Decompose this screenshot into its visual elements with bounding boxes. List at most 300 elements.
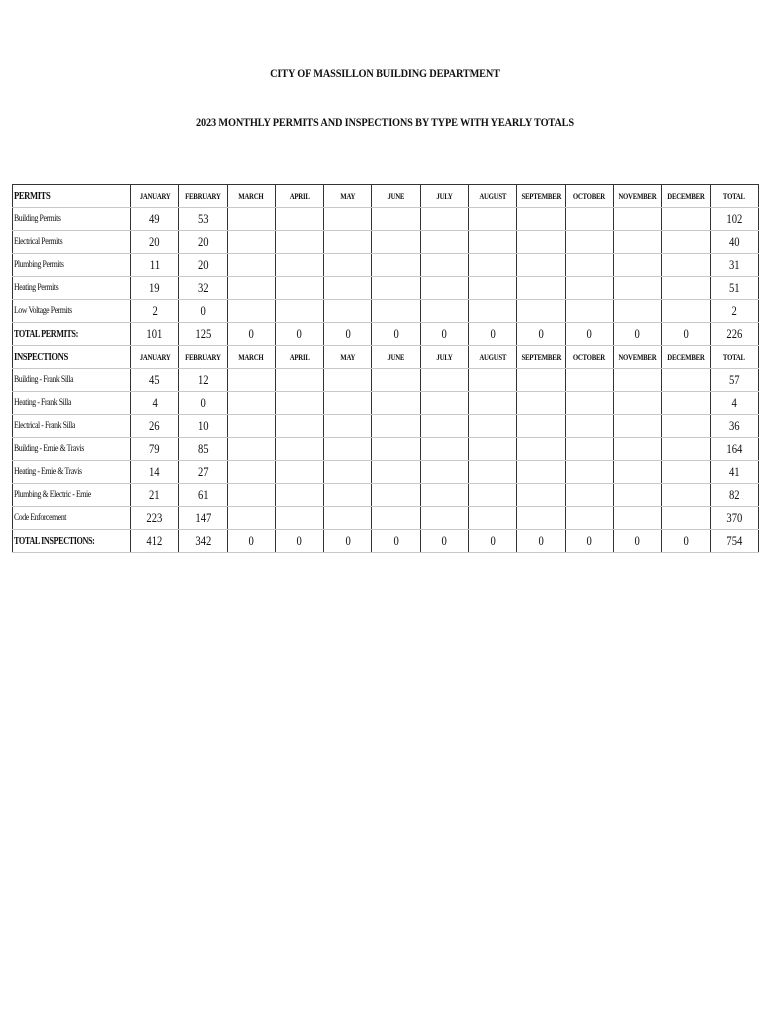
- permits-column-header-text: TOTAL: [723, 191, 746, 201]
- inspections-row-label-text: Electrical - Frank Silla: [14, 421, 75, 431]
- permits-total-cell: [227, 323, 275, 346]
- permits-value-cell: [565, 277, 613, 300]
- table-row: [13, 415, 759, 438]
- permits-value-cell: [420, 231, 468, 254]
- inspections-total-cell-text: 0: [345, 533, 351, 548]
- inspections-value-cell: [565, 507, 613, 530]
- inspections-value-cell: [420, 415, 468, 438]
- inspections-value-cell: [420, 438, 468, 461]
- table-row: [13, 392, 759, 415]
- inspections-value-cell: [613, 461, 661, 484]
- inspections-column-header: [517, 346, 565, 369]
- inspections-value-cell: [710, 438, 758, 461]
- permits-value-cell: [131, 277, 179, 300]
- inspections-total-cell-text: 412: [146, 533, 163, 548]
- permits-value-cell: [420, 254, 468, 277]
- inspections-value-cell: [662, 438, 710, 461]
- permits-column-header-text: JUNE: [387, 191, 405, 201]
- permits-value-cell: [275, 231, 323, 254]
- inspections-total-cell: [420, 530, 468, 553]
- inspections-value-cell: [131, 369, 179, 392]
- permits-value-cell: [179, 231, 227, 254]
- permits-column-header: [324, 185, 372, 208]
- inspections-value-cell-text: 41: [728, 464, 740, 479]
- permits-value-cell: [372, 300, 420, 323]
- document-subtitle: 2023 MONTHLY PERMITS AND INSPECTIONS BY TYPE WITH YEARLY TOTALS: [196, 115, 574, 129]
- inspections-total-label: [13, 530, 131, 553]
- permits-value-cell-text: 40: [728, 234, 740, 249]
- permits-column-header-text: JANUARY: [139, 191, 171, 201]
- permits-total-cell: [517, 323, 565, 346]
- inspections-value-cell: [179, 438, 227, 461]
- inspections-value-cell: [565, 461, 613, 484]
- inspections-value-cell: [227, 438, 275, 461]
- inspections-value-cell: [710, 392, 758, 415]
- inspections-total-cell: [710, 530, 758, 553]
- inspections-row-label-text: Heating - Ernie & Travis: [14, 467, 82, 477]
- permits-value-cell: [710, 254, 758, 277]
- inspections-value-cell: [613, 392, 661, 415]
- permits-row-label: [13, 231, 131, 254]
- permits-value-cell: [662, 254, 710, 277]
- permits-column-header-text: FEBRUARY: [185, 191, 221, 201]
- inspections-value-cell: [469, 461, 517, 484]
- permits-total-cell: [469, 323, 517, 346]
- inspections-value-cell: [372, 415, 420, 438]
- table-row: [13, 507, 759, 530]
- inspections-value-cell: [372, 438, 420, 461]
- inspections-total-cell-text: 0: [296, 533, 303, 548]
- permits-row-label-text: Electrical Permits: [14, 237, 63, 247]
- inspections-value-cell: [662, 461, 710, 484]
- permits-value-cell: [662, 300, 710, 323]
- inspections-row-label: [13, 438, 131, 461]
- permits-column-header-text: AUGUST: [479, 191, 507, 201]
- permits-value-cell: [275, 254, 323, 277]
- inspections-column-header: [324, 346, 372, 369]
- permits-value-cell: [710, 208, 758, 231]
- permits-total-cell: [420, 323, 468, 346]
- inspections-value-cell: [710, 415, 758, 438]
- inspections-total-cell: [324, 530, 372, 553]
- inspections-value-cell-text: 36: [728, 418, 740, 433]
- inspections-column-header-text: SEPTEMBER: [521, 352, 561, 362]
- permits-value-cell: [469, 231, 517, 254]
- permits-column-header: [420, 185, 468, 208]
- permits-total-cell-text: 0: [345, 326, 351, 341]
- inspections-column-header-text: JULY: [436, 352, 453, 362]
- permits-column-header-text: MAY: [340, 191, 356, 201]
- permits-value-cell-text: 20: [197, 234, 209, 249]
- inspections-value-cell: [710, 369, 758, 392]
- permits-value-cell-text: 0: [200, 303, 206, 318]
- permits-column-header: [613, 185, 661, 208]
- inspections-total-cell-text: 0: [634, 533, 641, 548]
- inspections-value-cell: [372, 369, 420, 392]
- inspections-value-cell: [131, 507, 179, 530]
- report-table: [12, 184, 759, 553]
- inspections-column-header: [710, 346, 758, 369]
- inspections-value-cell: [469, 484, 517, 507]
- inspections-total-cell-text: 754: [726, 533, 743, 548]
- permits-value-cell: [179, 208, 227, 231]
- permits-value-cell: [517, 208, 565, 231]
- permits-value-cell-text: 2: [731, 303, 737, 318]
- inspections-column-header-text: NOVEMBER: [618, 352, 657, 362]
- permits-total-cell: [131, 323, 179, 346]
- inspections-value-cell: [710, 484, 758, 507]
- permits-value-cell: [565, 231, 613, 254]
- inspections-row-label: [13, 507, 131, 530]
- inspections-value-cell: [275, 369, 323, 392]
- table-row: [13, 208, 759, 231]
- permits-value-cell: [372, 231, 420, 254]
- permits-total-cell: [613, 323, 661, 346]
- permits-value-cell: [227, 300, 275, 323]
- inspections-value-cell-text: 4: [151, 395, 158, 410]
- permits-value-cell: [662, 277, 710, 300]
- permits-value-cell: [179, 277, 227, 300]
- permits-value-cell: [324, 208, 372, 231]
- inspections-value-cell: [275, 507, 323, 530]
- permits-row-label: [13, 300, 131, 323]
- permits-column-header: [227, 185, 275, 208]
- inspections-value-cell-text: 147: [194, 510, 211, 525]
- inspections-value-cell: [613, 484, 661, 507]
- permits-total-label-text: TOTAL PERMITS:: [14, 328, 78, 340]
- table-row: [13, 300, 759, 323]
- inspections-value-cell-text: 57: [728, 372, 740, 387]
- permits-column-header-text: DECEMBER: [667, 191, 705, 201]
- inspections-value-cell: [324, 438, 372, 461]
- inspections-column-header-text: AUGUST: [479, 352, 507, 362]
- inspections-value-cell: [662, 369, 710, 392]
- inspections-row-label: [13, 392, 131, 415]
- permits-value-cell: [227, 208, 275, 231]
- inspections-column-header: [613, 346, 661, 369]
- inspections-value-cell-text: 27: [197, 464, 209, 479]
- permits-value-cell: [710, 277, 758, 300]
- permits-total-cell-text: 0: [683, 326, 689, 341]
- inspections-column-header-text: APRIL: [289, 352, 310, 362]
- inspections-value-cell: [565, 369, 613, 392]
- permits-value-cell: [710, 300, 758, 323]
- inspections-value-cell: [662, 507, 710, 530]
- inspections-value-cell: [179, 392, 227, 415]
- permits-value-cell: [613, 231, 661, 254]
- inspections-value-cell: [420, 461, 468, 484]
- inspections-value-cell: [662, 484, 710, 507]
- inspections-value-cell: [662, 392, 710, 415]
- inspections-value-cell: [420, 484, 468, 507]
- permits-value-cell: [324, 277, 372, 300]
- permits-value-cell: [662, 231, 710, 254]
- inspections-total-cell: [179, 530, 227, 553]
- permits-value-cell: [227, 231, 275, 254]
- permits-value-cell-text: 2: [151, 303, 158, 318]
- inspections-value-cell: [131, 415, 179, 438]
- inspections-column-header-text: MAY: [340, 352, 356, 362]
- inspections-value-cell: [420, 507, 468, 530]
- permits-value-cell: [227, 254, 275, 277]
- inspections-value-cell: [179, 415, 227, 438]
- permits-value-cell: [565, 300, 613, 323]
- permits-value-cell: [420, 300, 468, 323]
- permits-heading: [13, 185, 131, 208]
- permits-value-cell-text: 20: [197, 257, 209, 272]
- inspections-value-cell: [131, 484, 179, 507]
- inspections-value-cell: [613, 507, 661, 530]
- permits-value-cell-text: 53: [197, 211, 209, 226]
- inspections-column-header: [179, 346, 227, 369]
- permits-value-cell: [613, 208, 661, 231]
- inspections-value-cell: [517, 415, 565, 438]
- inspections-total-cell-text: 0: [248, 533, 254, 548]
- inspections-value-cell: [420, 392, 468, 415]
- permits-value-cell: [227, 277, 275, 300]
- permits-total-cell-text: 0: [393, 326, 399, 341]
- inspections-column-header: [131, 346, 179, 369]
- permits-value-cell: [517, 231, 565, 254]
- inspections-value-cell-text: 10: [197, 418, 209, 433]
- permits-column-header: [469, 185, 517, 208]
- permits-value-cell-text: 102: [726, 211, 743, 226]
- permits-value-cell-text: 31: [728, 257, 740, 272]
- inspections-value-cell: [227, 392, 275, 415]
- inspections-value-cell: [662, 415, 710, 438]
- permits-row-label-text: Building Permits: [14, 214, 61, 224]
- inspections-value-cell: [565, 392, 613, 415]
- inspections-value-cell-text: 21: [149, 487, 160, 502]
- inspections-value-cell: [131, 438, 179, 461]
- permits-value-cell-text: 19: [149, 280, 160, 295]
- permits-value-cell: [613, 254, 661, 277]
- inspections-value-cell: [324, 415, 372, 438]
- permits-value-cell-text: 11: [149, 257, 160, 272]
- inspections-value-cell: [179, 461, 227, 484]
- inspections-value-cell: [565, 484, 613, 507]
- permits-value-cell: [275, 208, 323, 231]
- permits-value-cell: [517, 277, 565, 300]
- permits-value-cell: [565, 254, 613, 277]
- inspections-value-cell-text: 79: [149, 441, 160, 456]
- inspections-value-cell-text: 0: [200, 395, 206, 410]
- inspections-value-cell: [324, 507, 372, 530]
- permits-value-cell: [372, 277, 420, 300]
- inspections-value-cell: [179, 484, 227, 507]
- inspections-value-cell: [517, 392, 565, 415]
- permits-value-cell: [131, 231, 179, 254]
- inspections-total-cell: [613, 530, 661, 553]
- inspections-column-header: [275, 346, 323, 369]
- permits-row-label: [13, 277, 131, 300]
- inspections-total-cell: [517, 530, 565, 553]
- inspections-value-cell: [227, 484, 275, 507]
- permits-value-cell: [613, 277, 661, 300]
- permits-column-header-text: JULY: [436, 191, 453, 201]
- inspections-value-cell-text: 82: [728, 487, 740, 502]
- inspections-header-row: [13, 346, 759, 369]
- permits-value-cell: [131, 300, 179, 323]
- permits-value-cell: [420, 208, 468, 231]
- inspections-value-cell: [710, 507, 758, 530]
- permits-value-cell: [469, 254, 517, 277]
- inspections-value-cell: [227, 461, 275, 484]
- inspections-value-cell: [420, 369, 468, 392]
- table-row: [13, 484, 759, 507]
- permits-value-cell: [517, 254, 565, 277]
- permits-total-cell-text: 0: [441, 326, 448, 341]
- inspections-column-header-text: JANUARY: [139, 352, 171, 362]
- inspections-value-cell-text: 85: [197, 441, 209, 456]
- inspections-value-cell: [324, 392, 372, 415]
- inspections-value-cell: [275, 438, 323, 461]
- permits-total-row: [13, 323, 759, 346]
- permits-column-header-text: APRIL: [289, 191, 310, 201]
- permits-total-cell-text: 0: [296, 326, 303, 341]
- inspections-value-cell-text: 223: [146, 510, 163, 525]
- inspections-heading-text: INSPECTIONS: [14, 351, 68, 363]
- permits-row-label: [13, 254, 131, 277]
- inspections-value-cell: [275, 484, 323, 507]
- inspections-value-cell: [469, 369, 517, 392]
- permits-value-cell: [613, 300, 661, 323]
- inspections-value-cell: [517, 484, 565, 507]
- permits-column-header-text: NOVEMBER: [618, 191, 657, 201]
- inspections-total-cell-text: 342: [194, 533, 211, 548]
- permits-column-header: [517, 185, 565, 208]
- inspections-value-cell: [372, 484, 420, 507]
- inspections-value-cell: [179, 507, 227, 530]
- permits-total-cell-text: 0: [634, 326, 641, 341]
- permits-row-label-text: Plumbing Permits: [14, 260, 64, 270]
- inspections-value-cell: [517, 507, 565, 530]
- permits-row-label: [13, 208, 131, 231]
- inspections-value-cell: [710, 461, 758, 484]
- inspections-total-cell-text: 0: [441, 533, 448, 548]
- permits-total-cell: [565, 323, 613, 346]
- inspections-total-cell-text: 0: [490, 533, 496, 548]
- permits-total-cell: [324, 323, 372, 346]
- inspections-total-cell: [469, 530, 517, 553]
- inspections-row-label: [13, 484, 131, 507]
- permits-column-header-text: SEPTEMBER: [521, 191, 561, 201]
- inspections-column-header-text: MARCH: [238, 352, 264, 362]
- inspections-row-label: [13, 369, 131, 392]
- inspections-value-cell-text: 164: [726, 441, 743, 456]
- inspections-value-cell: [517, 369, 565, 392]
- permits-value-cell-text: 20: [149, 234, 160, 249]
- inspections-column-header-text: TOTAL: [723, 352, 746, 362]
- permits-total-cell-text: 101: [146, 326, 163, 341]
- inspections-column-header-text: JUNE: [387, 352, 405, 362]
- permits-value-cell: [324, 231, 372, 254]
- inspections-value-cell: [565, 438, 613, 461]
- inspections-row-label-text: Building - Ernie & Travis: [14, 444, 84, 454]
- permits-column-header: [372, 185, 420, 208]
- inspections-row-label-text: Heating - Frank Silla: [14, 398, 71, 408]
- permits-value-cell: [275, 277, 323, 300]
- inspections-column-header: [565, 346, 613, 369]
- inspections-total-cell-text: 0: [683, 533, 689, 548]
- inspections-value-cell: [275, 461, 323, 484]
- permits-column-header-text: OCTOBER: [573, 191, 606, 201]
- permits-total-cell: [275, 323, 323, 346]
- inspections-total-label-text: TOTAL INSPECTIONS:: [14, 535, 95, 547]
- permits-heading-text: PERMITS: [14, 190, 51, 202]
- permits-total-cell: [662, 323, 710, 346]
- inspections-value-cell: [227, 369, 275, 392]
- table-row: [13, 369, 759, 392]
- permits-column-header: [131, 185, 179, 208]
- inspections-value-cell: [372, 507, 420, 530]
- inspections-total-cell-text: 0: [586, 533, 592, 548]
- inspections-value-cell: [613, 415, 661, 438]
- permits-value-cell: [710, 231, 758, 254]
- inspections-value-cell-text: 61: [197, 487, 209, 502]
- inspections-value-cell: [613, 438, 661, 461]
- inspections-value-cell: [324, 369, 372, 392]
- inspections-heading: [13, 346, 131, 369]
- permits-value-cell: [372, 208, 420, 231]
- inspections-column-header-text: OCTOBER: [573, 352, 606, 362]
- inspections-value-cell-text: 14: [149, 464, 160, 479]
- inspections-value-cell-text: 26: [149, 418, 160, 433]
- permits-value-cell: [420, 277, 468, 300]
- permits-value-cell: [469, 208, 517, 231]
- permits-column-header-text: MARCH: [238, 191, 264, 201]
- permits-value-cell: [131, 208, 179, 231]
- inspections-column-header-text: DECEMBER: [667, 352, 705, 362]
- permits-value-cell: [565, 208, 613, 231]
- permits-total-cell-text: 125: [194, 326, 211, 341]
- permits-row-label-text: Low Voltage Permits: [14, 306, 72, 316]
- permits-total-cell-text: 0: [490, 326, 496, 341]
- permits-total-cell-text: 0: [586, 326, 592, 341]
- inspections-value-cell: [324, 484, 372, 507]
- permits-column-header: [565, 185, 613, 208]
- table-row: [13, 438, 759, 461]
- inspections-value-cell: [131, 461, 179, 484]
- inspections-value-cell: [179, 369, 227, 392]
- inspections-value-cell-text: 370: [726, 510, 743, 525]
- inspections-total-cell: [275, 530, 323, 553]
- permits-total-cell-text: 226: [726, 326, 743, 341]
- permits-column-header: [275, 185, 323, 208]
- inspections-value-cell: [469, 507, 517, 530]
- inspections-column-header: [662, 346, 710, 369]
- inspections-total-row: [13, 530, 759, 553]
- permits-header-row: [13, 185, 759, 208]
- table-row: [13, 231, 759, 254]
- table-row: [13, 254, 759, 277]
- inspections-value-cell: [517, 438, 565, 461]
- inspections-value-cell-text: 45: [149, 372, 160, 387]
- inspections-row-label-text: Building - Frank Silla: [14, 375, 74, 385]
- document-title: CITY OF MASSILLON BUILDING DEPARTMENT: [270, 66, 500, 80]
- inspections-total-cell: [565, 530, 613, 553]
- inspections-value-cell: [469, 438, 517, 461]
- permits-value-cell: [179, 300, 227, 323]
- inspections-value-cell: [517, 461, 565, 484]
- inspections-column-header: [420, 346, 468, 369]
- permits-total-cell: [179, 323, 227, 346]
- inspections-value-cell: [372, 392, 420, 415]
- inspections-total-cell: [227, 530, 275, 553]
- inspections-value-cell-text: 4: [731, 395, 737, 410]
- permits-column-header: [179, 185, 227, 208]
- permits-value-cell: [372, 254, 420, 277]
